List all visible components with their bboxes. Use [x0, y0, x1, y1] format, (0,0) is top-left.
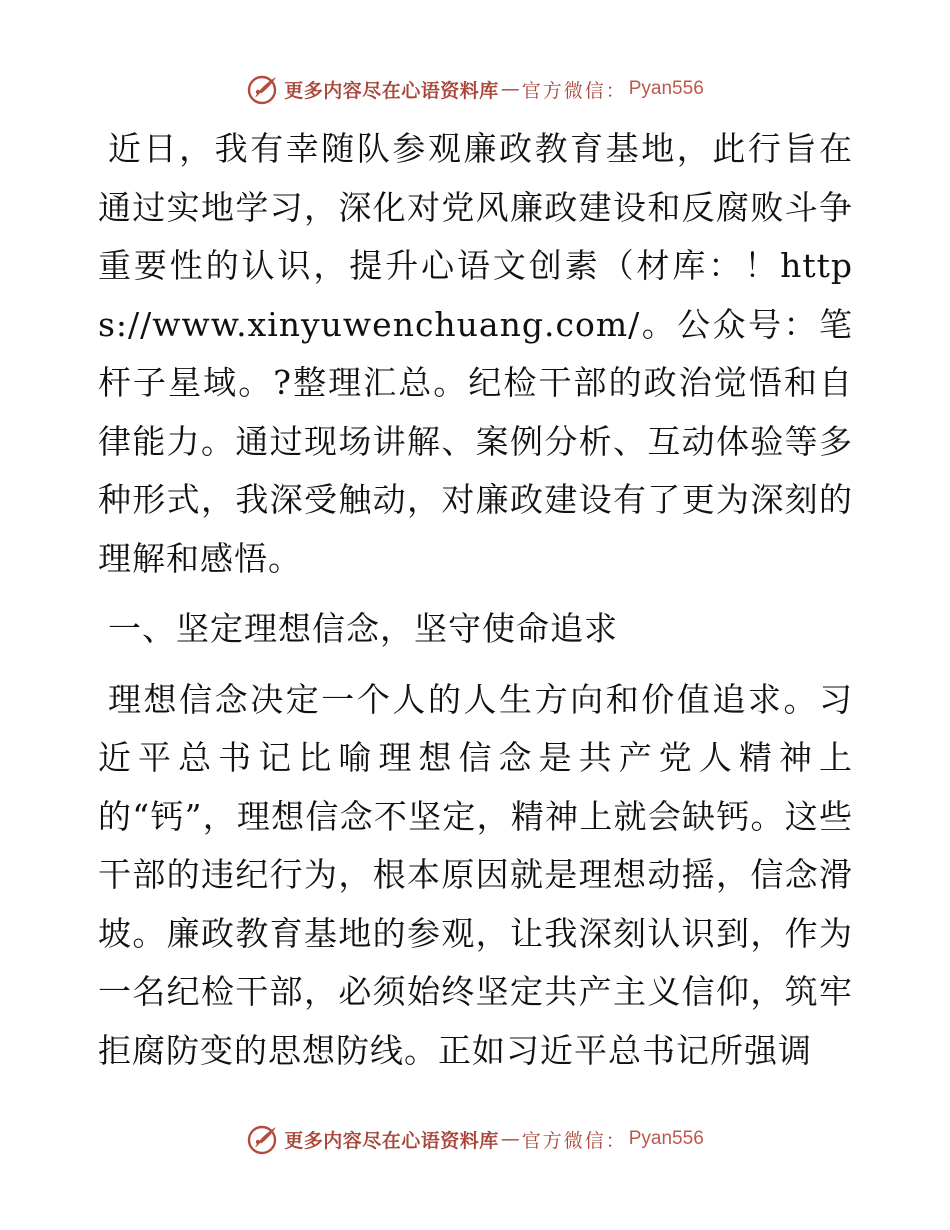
header-watermark-banner	[0, 72, 950, 106]
banner-wechat-label: 官方微信：	[521, 1129, 627, 1152]
paragraph-section-1: 理想信念决定一个人的人生方向和价值追求。习近平总书记比喻理想信念是共产党人精神上的“钙”，理想信念不坚定，精神上就会缺钙。这些干部的违纪行为，根本原因就是理想动摇，信念滑坡。廉政教育基地的参观，让我深刻认识到，作为一名纪检干部，必须始终坚定共产主义信仰，筑牢拒腐防变的思想防线。正如习近平总书记所强调	[98, 679, 853, 1070]
banner-dash: —	[500, 1128, 520, 1150]
banner-wechat-id: Pyan556	[628, 1128, 704, 1149]
banner-wechat-id: Pyan556	[628, 78, 704, 99]
quill-pen-logo-icon	[246, 72, 280, 106]
quill-pen-logo-icon	[246, 1122, 280, 1156]
document-body	[98, 120, 853, 1080]
section-heading-1: 一、坚定理想信念，坚守使命追求	[108, 609, 618, 648]
banner-site-text: 更多内容尽在心语资料库	[284, 1129, 499, 1152]
banner-wechat-label: 官方微信：	[521, 79, 627, 102]
footer-watermark-banner	[0, 1122, 950, 1156]
banner-site-text: 更多内容尽在心语资料库	[284, 79, 499, 102]
banner-dash: —	[500, 78, 520, 100]
paragraph-intro: 近日，我有幸随队参观廉政教育基地，此行旨在通过实地学习，深化对党风廉政建设和反腐败斗争重要性的认识，提升心语文创素（材库：！https://www.xinyuwenchuang.com/。公众号：笔杆子星域。?整理汇总。纪检干部的政治觉悟和自律能力。通过现场讲解、案例分析、互动体验等多种形式，我深受触动，对廉政建设有了更为深刻的理解和感悟。	[98, 129, 853, 578]
